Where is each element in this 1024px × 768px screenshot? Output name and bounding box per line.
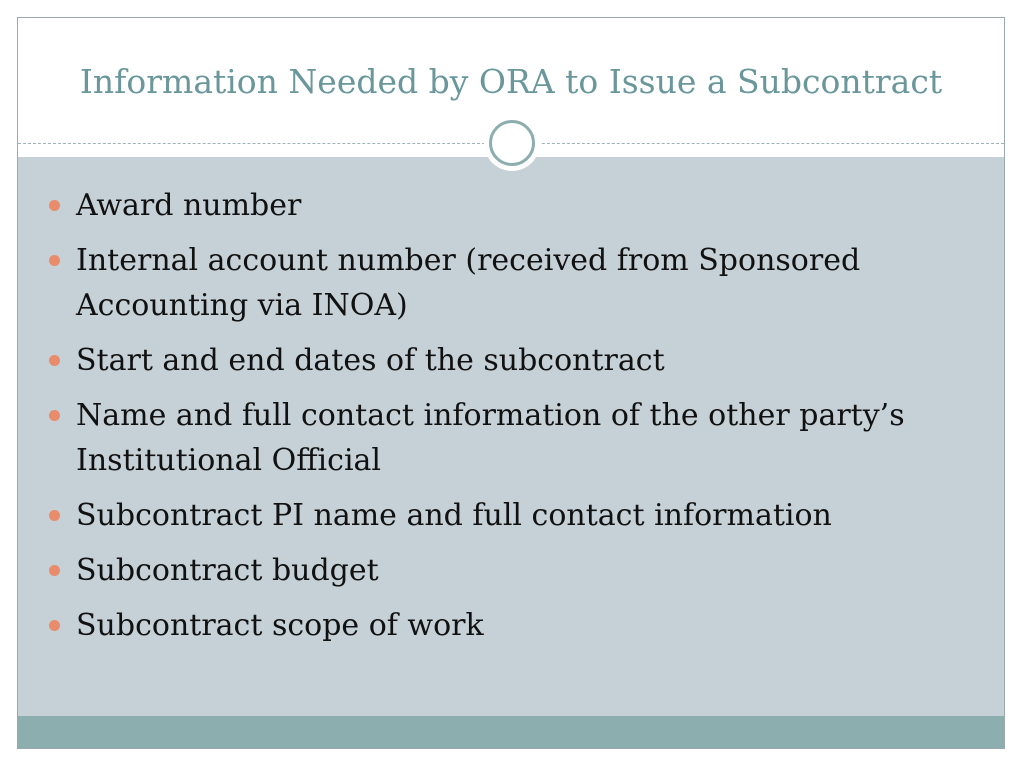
slide-title: Information Needed by ORA to Issue a Subcontract <box>79 62 943 101</box>
bullet-text: Start and end dates of the subcontract <box>76 343 665 378</box>
bullet-text: Subcontract PI name and full contact information <box>76 498 832 533</box>
bullet-text: Name and full contact information of the other party’s Institutional Official <box>76 398 905 478</box>
bullet-item <box>18 603 1004 648</box>
bullet-text: Internal account number (received from Sponsored Accounting via INOA) <box>76 243 861 323</box>
bullet-text: Subcontract budget <box>76 553 379 588</box>
bullet-dot-icon <box>49 510 60 521</box>
footer-bar <box>18 716 1004 749</box>
bullet-item <box>18 338 1004 383</box>
bullet-item <box>18 493 1004 538</box>
bullet-dot-icon <box>49 355 60 366</box>
divider-ornament-ring <box>489 120 535 166</box>
bullet-dot-icon <box>49 410 60 421</box>
bullet-item <box>18 548 1004 593</box>
bullet-item <box>18 183 1004 228</box>
bullet-list <box>18 183 1004 658</box>
bullet-dot-icon <box>49 620 60 631</box>
bullet-text: Award number <box>76 188 302 223</box>
slide <box>17 17 1005 749</box>
bullet-dot-icon <box>49 255 60 266</box>
bullet-dot-icon <box>49 565 60 576</box>
bullet-text: Subcontract scope of work <box>76 608 484 643</box>
bullet-dot-icon <box>49 200 60 211</box>
bullet-item <box>18 393 1004 483</box>
bullet-item <box>18 238 1004 328</box>
